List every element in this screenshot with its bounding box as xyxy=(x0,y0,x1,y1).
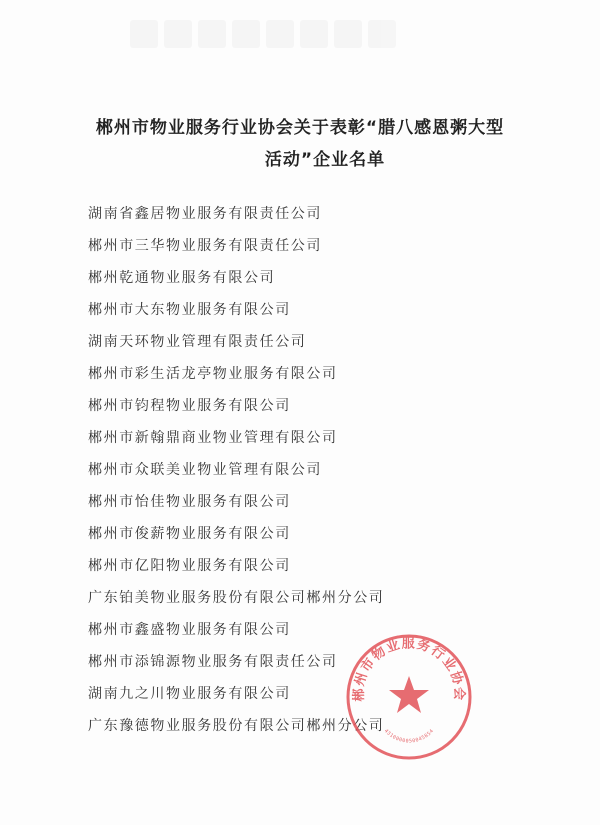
company-item: 郴州市新翰鼎商业物业管理有限公司 xyxy=(88,430,338,446)
svg-text:4310000050045854 xyxy=(383,728,435,744)
title-line-2: 活动”企业名单 xyxy=(264,150,386,170)
company-item: 郴州市俊薪物业服务有限公司 xyxy=(88,526,291,542)
company-item: 郴州市钧程物业服务有限公司 xyxy=(88,398,291,414)
company-item: 郴州市鑫盛物业服务有限公司 xyxy=(88,622,291,638)
faint-letterhead xyxy=(130,20,470,60)
company-item: 郴州市怡佳物业服务有限公司 xyxy=(88,494,291,510)
company-item: 郴州市添锦源物业服务有限责任公司 xyxy=(88,654,338,670)
seal-text: 郴州市物业服务行业协会 xyxy=(351,636,467,702)
company-item: 郴州市亿阳物业服务有限公司 xyxy=(88,558,291,574)
company-item: 郴州市众联美业物业管理有限公司 xyxy=(88,462,322,478)
company-item: 广东豫德物业服务股份有限公司郴州分公司 xyxy=(88,718,385,734)
official-seal-stamp xyxy=(344,632,474,762)
document-title xyxy=(60,112,540,176)
company-item: 湖南省鑫居物业服务有限责任公司 xyxy=(88,206,322,222)
company-item: 湖南九之川物业服务有限公司 xyxy=(88,686,291,702)
company-item: 郴州市彩生活龙亭物业服务有限公司 xyxy=(88,366,338,382)
title-line-1: 郴州市物业服务行业协会关于表彰“腊八感恩粥大型 xyxy=(95,118,505,138)
company-item: 郴州市大东物业服务有限公司 xyxy=(88,302,291,318)
seal-code: 4310000050045854 xyxy=(382,728,436,745)
company-item: 郴州乾通物业服务有限公司 xyxy=(88,270,276,286)
company-item: 湖南天环物业管理有限责任公司 xyxy=(88,334,307,350)
company-item: 广东铂美物业服务股份有限公司郴州分公司 xyxy=(88,590,385,606)
company-item: 郴州市三华物业服务有限责任公司 xyxy=(88,238,322,254)
company-list xyxy=(88,198,384,742)
